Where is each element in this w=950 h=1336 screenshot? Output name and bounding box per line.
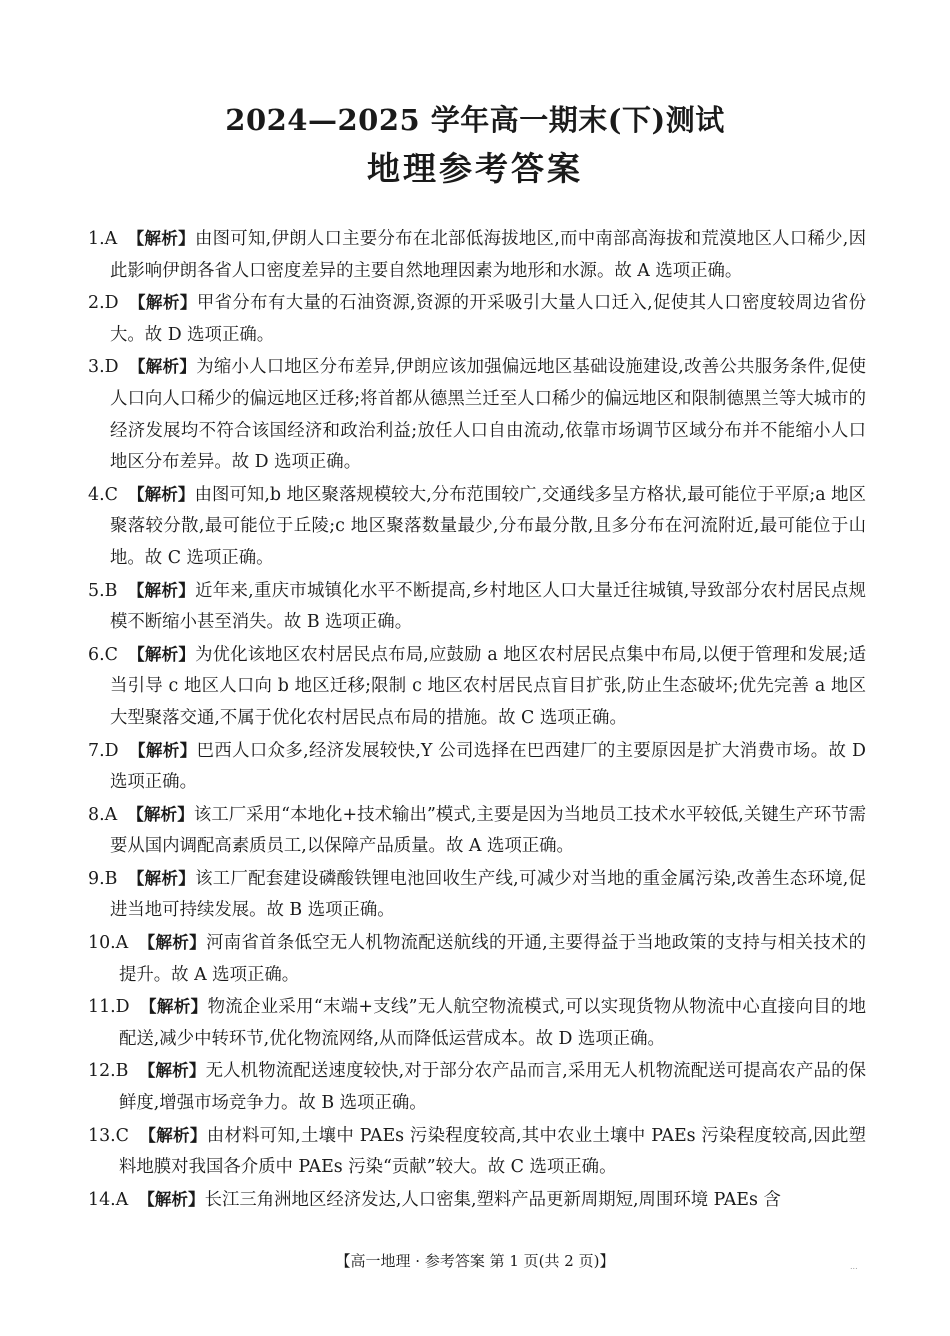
analysis-tag: 【解析】: [127, 484, 195, 504]
answer-number: 3.D: [88, 357, 119, 378]
answer-item-5: [88, 575, 866, 639]
answer-number: 5.B: [88, 580, 118, 601]
answer-text: 巴西人口众多,经济发展较快,Y 公司选择在巴西建厂的主要原因是扩大消费市场。故 D 选项正确。: [110, 740, 866, 793]
answer-item-3: [88, 351, 866, 478]
answer-text: 由图可知,伊朗人口主要分布在北部低海拔地区,而中南部高海拔和荒漠地区人口稀少,因此影响伊朗各省人口密度差异的主要自然地理因素为地形和水源。故 A 选项正确。: [110, 229, 867, 281]
answer-number: 11.D: [88, 997, 130, 1018]
answer-text: 为缩小人口地区分布差异,伊朗应该加强偏远地区基础设施建设,改善公共服务条件,促使人口向人口稀少的偏远地区迁移;将首都从德黑兰迁至人口稀少的偏远地区和限制德黑兰等大城市的经济发展均不符合该国经济和政治利益;放任人口自由流动,依靠市场调节区域分布并不能缩小人口地区分布差异。故 D 选项正确。: [110, 357, 867, 473]
answer-text: 近年来,重庆市城镇化水平不断提高,乡村地区人口大量迁往城镇,导致部分农村居民点规模不断缩小甚至消失。故 B 选项正确。: [110, 580, 866, 633]
analysis-tag: 【解析】: [127, 804, 194, 824]
answer-item-8: [88, 799, 866, 863]
answer-number: 1.A: [88, 229, 118, 249]
answer-number: 10.A: [88, 933, 129, 954]
analysis-tag: 【解析】: [138, 1061, 206, 1081]
answer-text: 长江三角洲地区经济发达,人口密集,塑料产品更新周期短,周围环境 PAEs 含: [204, 1189, 781, 1210]
answer-item-13: [88, 1120, 866, 1184]
answer-number: 2.D: [88, 293, 119, 314]
answer-item-1: [88, 223, 866, 287]
answer-text: 河南省首条低空无人机物流配送航线的开通,主要得益于当地政策的支持与相关技术的提升。故 A 选项正确。: [119, 933, 866, 985]
answer-text: 物流企业采用“末端+支线”无人航空物流模式,可以实现货物从物流中心直接向目的地配送,减少中转环节,优化物流网络,从而降低运营成本。故 D 选项正确。: [119, 997, 867, 1049]
page-subtitle: 地理参考答案: [367, 149, 583, 188]
answer-number: 13.C: [88, 1125, 129, 1146]
answer-item-10: [88, 927, 866, 991]
answer-number: 8.A: [88, 804, 118, 825]
answer-item-7: [88, 735, 866, 799]
page-footer: 【高一地理 · 参考答案 第 1 页(共 2 页)】: [335, 1252, 615, 1270]
answer-number: 9.B: [88, 868, 118, 889]
answer-text: 该工厂配套建设磷酸铁锂电池回收生产线,可减少对当地的重金属污染,改善生态环境,促进当地可持续发展。故 B 选项正确。: [110, 868, 866, 921]
analysis-tag: 【解析】: [138, 1125, 207, 1145]
analysis-tag: 【解析】: [138, 933, 207, 953]
answer-item-6: [88, 639, 866, 735]
analysis-tag: 【解析】: [128, 293, 197, 313]
answer-item-4: [88, 479, 866, 575]
answer-number: 12.B: [88, 1061, 129, 1082]
answer-number: 4.C: [88, 484, 118, 505]
answer-number: 7.D: [88, 740, 119, 761]
analysis-tag: 【解析】: [127, 644, 196, 664]
answer-text: 该工厂采用“本地化+技术输出”模式,主要是因为当地员工技术水平较低,关键生产环节需要从国内调配高素质员工,以保障产品质量。故 A 选项正确。: [110, 804, 867, 857]
answer-text: 由材料可知,土壤中 PAEs 污染程度较高,其中农业土壤中 PAEs 污染程度较高,因此塑料地膜对我国各介质中 PAEs 污染“贡献”较大。故 C 选项正确。: [119, 1125, 867, 1178]
answer-number: 6.C: [88, 644, 118, 665]
answer-item-11: [88, 991, 866, 1055]
corner-mark: ...: [850, 1262, 858, 1271]
answer-item-14: [88, 1184, 866, 1217]
analysis-tag: 【解析】: [127, 868, 196, 888]
analysis-tag: 【解析】: [127, 229, 195, 248]
analysis-tag: 【解析】: [127, 580, 196, 600]
analysis-tag: 【解析】: [128, 357, 197, 377]
answer-text: 为优化该地区农村居民点布局,应鼓励 a 地区农村居民点集中布局,以便于管理和发展;适当引导 c 地区人口向 b 地区迁移;限制 c 地区农村居民点盲目扩张,防止生态破坏;优先完善 a 地区大型聚落交通,不属于优化农村居民点布局的措施。故 C 选项正确。: [110, 644, 866, 728]
analysis-tag: 【解析】: [128, 740, 197, 760]
page-title: 2024—2025 学年高一期末(下)测试: [225, 103, 725, 137]
analysis-tag: 【解析】: [139, 997, 208, 1017]
answer-item-12: [88, 1055, 866, 1119]
answer-item-9: [88, 863, 866, 927]
answer-text: 无人机物流配送速度较快,对于部分农产品而言,采用无人机物流配送可提高农产品的保鲜度,增强市场竞争力。故 B 选项正确。: [119, 1061, 867, 1114]
analysis-tag: 【解析】: [138, 1189, 205, 1209]
answer-item-2: [88, 287, 866, 351]
answer-text: 甲省分布有大量的石油资源,资源的开采吸引大量人口迁入,促使其人口密度较周边省份大。故 D 选项正确。: [110, 293, 867, 345]
answer-list: [88, 223, 866, 1216]
answer-text: 由图可知,b 地区聚落规模较大,分布范围较广,交通线多呈方格状,最可能位于平原;a 地区聚落较分散,最可能位于丘陵;c 地区聚落数量最少,分布最分散,且多分布在河流附近,最可能位于山地。故 C 选项正确。: [110, 484, 867, 568]
answer-number: 14.A: [88, 1189, 129, 1210]
